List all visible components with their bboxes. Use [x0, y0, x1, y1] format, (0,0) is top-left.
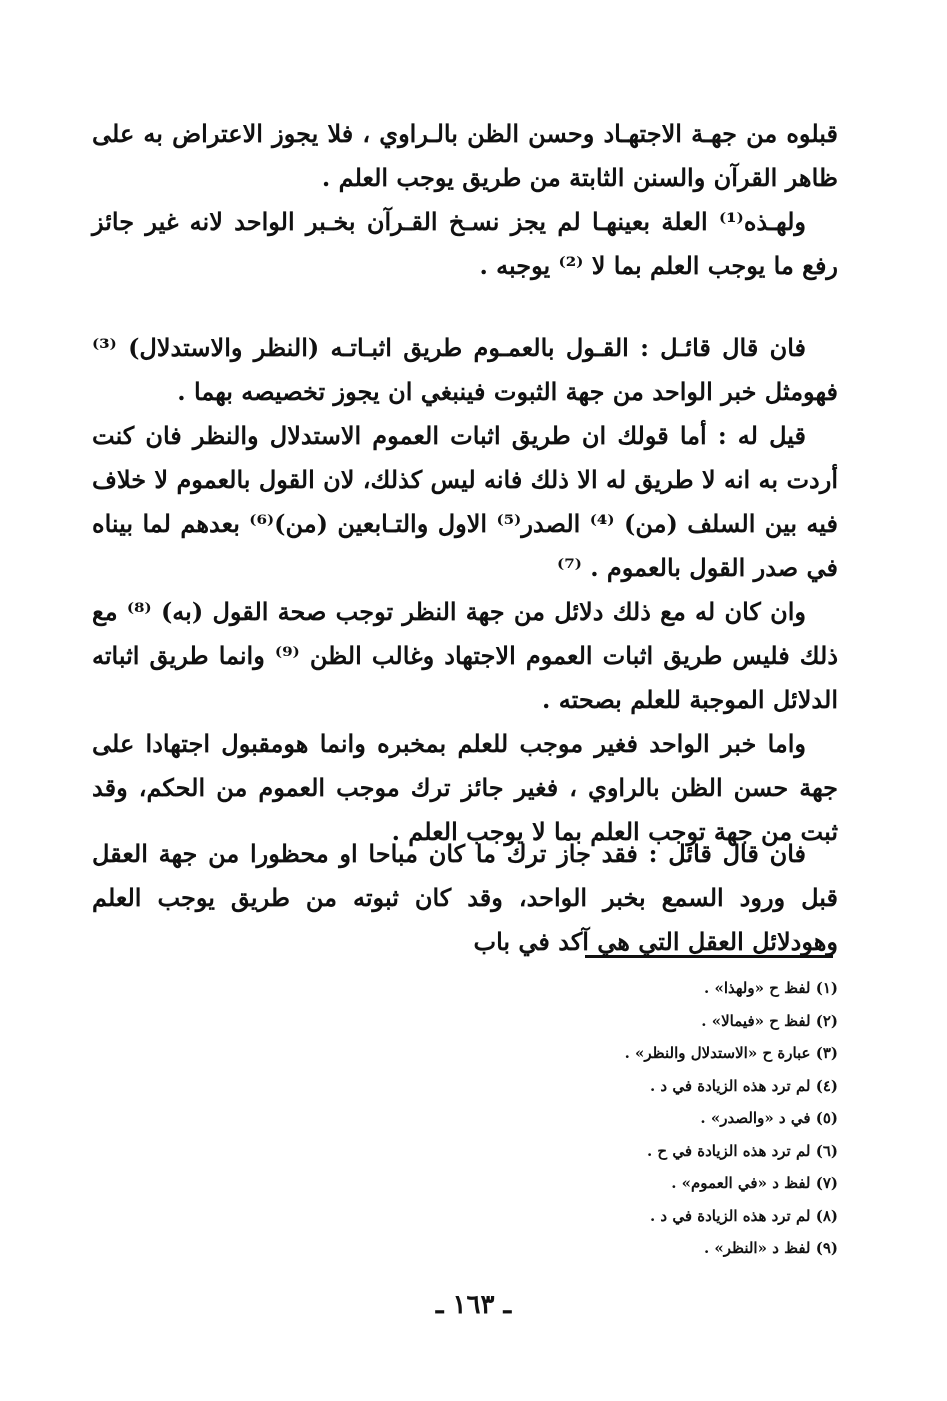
text-block-1 [92, 112, 838, 288]
page-number: ـ ١٦٣ ـ [435, 1290, 512, 1320]
paragraph: فان قال قائل : فقد جاز ترك ما كان مباحا او محظورا من جهة العقل قبل ورود السمع بخبر الواحد، وقد كان ثبوته من طريق يوجب العلم وهودلائل العقل التي هي آكد في باب [92, 839, 838, 956]
footnote: (٩) لفظ د «النظر» . [703, 1239, 838, 1257]
paragraph: فان قال قائـل : القـول بالعمـوم طريق اثبـاتـه (النظر والاستدلال) ⁽³⁾ فهومثل خبر الواحد من جهة الثبوت فينبغي ان يجوز تخصيصه بهما . [92, 333, 838, 406]
footnote: (٤) لم ترد هذه الزيادة في د . [649, 1076, 838, 1095]
paragraph: وان كان له مع ذلك دلائل من جهة النظر توجب صحة القول (به) ⁽⁸⁾ مع ذلك فليس طريق اثبات العموم الاجتهاد وغالب الظن ⁽⁹⁾ وانما طريق اثباته الدلائل الموجبة للعلم بصحته . [92, 597, 839, 714]
footnote: (٧) لفظ د «في العموم» . [671, 1174, 838, 1192]
footnote-divider [585, 955, 833, 958]
paragraph: واما خبر الواحد فغير موجب للعلم بمخبره وانما هومقبول اجتهادا على جهة حسن الظن بالراوي ، فغير جائز ترك موجب العموم من الحكم، وقد ثبت من جهة توجب العلم بما لا يوجب العلم . [92, 729, 838, 846]
footnotes [400, 972, 838, 1265]
text-block-2 [92, 326, 838, 854]
paragraph: قيل له : أما قولك ان طريق اثبات العموم الاستدلال والنظر فان كنت أردت به انه لا طريق له الا ذلك فانه ليس كذلك، لان القول بالعموم لا خلاف فيه بين السلف (من) ⁽⁴⁾ الصدر⁽⁵⁾ الاول والتـابعين (من)⁽⁶⁾ بعدهم لما بيناه في صدر القول بالعموم . ⁽⁷⁾ [92, 421, 838, 582]
footnote: (٨) لم ترد هذه الزيادة في د . [649, 1206, 838, 1225]
footnote: (٥) في د «والصدر» . [700, 1109, 838, 1127]
paragraph: ولهـذه⁽¹⁾ العلة بعينهـا لم يجز نسـخ القـرآن بخـبر الواحد لانه غير جائز رفع ما يوجب العلم بما لا ⁽²⁾ يوجبه . [92, 207, 838, 280]
footnote: (٣) عبارة ح «الاستدلال والنظر» . [624, 1044, 838, 1062]
paragraph: قبلوه من جهـة الاجتهـاد وحسن الظن بالـراوي ، فلا يجوز الاعتراض به على ظاهر القرآن والسنن الثابتة من طريق يوجب العلم . [92, 119, 838, 192]
footnote: (٢) لفظ ح «فيمالا» . [701, 1011, 838, 1030]
footnote: (٦) لم ترد هذه الزيادة في ح . [646, 1141, 838, 1160]
footnote: (١) لفظ ح «ولهذا» . [704, 979, 838, 997]
text-block-3 [92, 832, 838, 964]
